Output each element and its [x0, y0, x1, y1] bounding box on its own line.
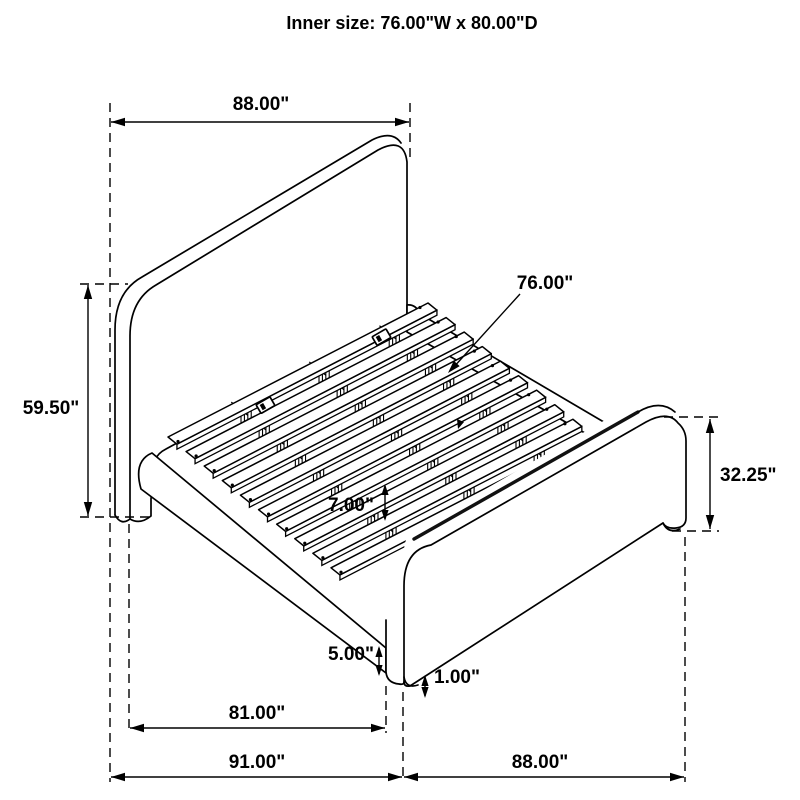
dimension-footboard-width	[404, 752, 684, 781]
dimension-headboard-width	[111, 94, 409, 126]
dimension-label: 7.00"	[328, 495, 374, 516]
dimension-headboard-height	[23, 285, 92, 516]
dimension-label: 59.50"	[22, 398, 80, 419]
diagram-title: Inner size: 76.00"W x 80.00"D	[286, 13, 538, 33]
dimension-label: 76.00"	[516, 273, 574, 294]
dimension-overall-depth	[111, 752, 402, 781]
dimension-label: 1.00"	[434, 667, 480, 688]
dimension-label: 32.25"	[720, 465, 777, 486]
dimension-footboard-height	[706, 419, 777, 529]
dimension-label: 5.00"	[328, 644, 374, 665]
dimension-rail-length	[130, 703, 385, 732]
dimension-label: 81.00"	[228, 703, 286, 724]
dimension-label: 88.00"	[232, 94, 290, 115]
dimension-label: 91.00"	[228, 752, 286, 773]
dimension-label: 88.00"	[511, 752, 569, 773]
